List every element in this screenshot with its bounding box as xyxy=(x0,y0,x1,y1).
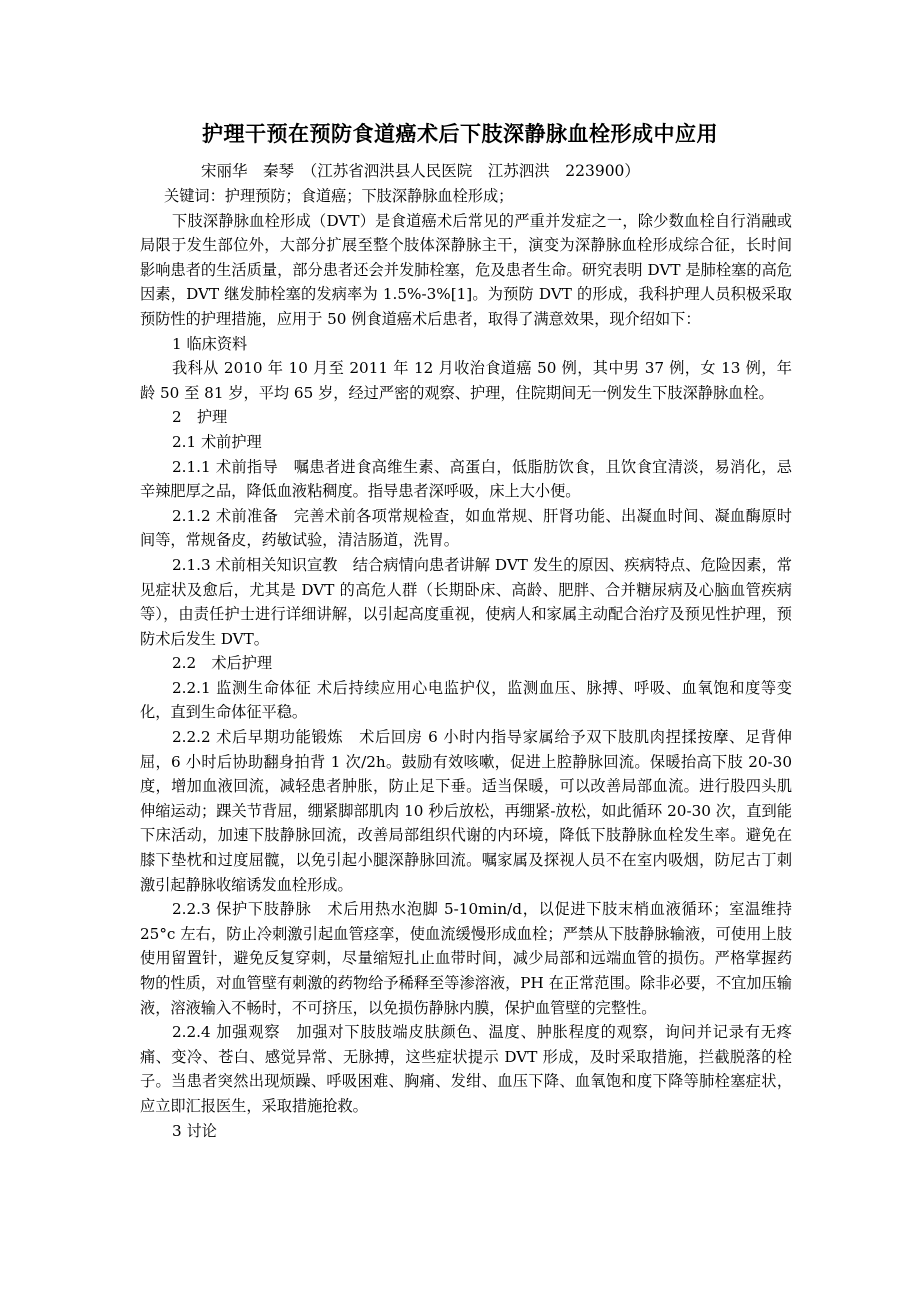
paper-body xyxy=(140,184,792,1143)
author-affiliation-line: 宋丽华 秦琴 （江苏省泗洪县人民医院 江苏泗洪 223900） xyxy=(201,162,640,180)
section-3-heading: 3 讨论 xyxy=(172,1121,217,1140)
paragraph-2-1-3: 2.1.3 术前相关知识宣教 结合病情向患者讲解 DVT 发生的原因、疾病特点、危险因素，常见症状及愈后，尤其是 DVT 的高危人群（长期卧床、高龄、肥胖、合并糖尿病及心脑血管疾病等），由责任护士进行详细讲解，以引起高度重视，使病人和家属主动配合治疗及预见性护理，预防术后发生 DVT。 xyxy=(140,555,792,648)
paragraph-2-2-2: 2.2.2 术后早期功能锻炼 术后回房 6 小时内指导家属给予双下肢肌肉捏揉按摩、足背伸屈，6 小时后协助翻身拍背 1 次/2h。鼓励有效咳嗽，促进上腔静脉回流。保暖抬高下肢 20-30 度，增加血液回流，减轻患者肿胀，防止足下垂。适当保暖，可以改善局部血流。进行股四头肌伸缩运动；踝关节背屈，绷紧脚部肌肉 10 秒后放松，再绷紧-放松，如此循环 20-30 次，直到能下床活动，加速下肢静脉回流，改善局部组织代谢的内环境，降低下肢静脉血栓发生率。避免在膝下垫枕和过度屈髋，以免引起小腿深静脉回流。嘱家属及探视人员不在室内吸烟，防尼古丁刺激引起静脉收缩诱发血栓形成。 xyxy=(140,728,792,894)
section-1-paragraph: 我科从 2010 年 10 月至 2011 年 12 月收治食道癌 50 例，其中男 37 例，女 13 例，年龄 50 至 81 岁，平均 65 岁，经过严密的观察、护理，住院期间无一例发生下肢深静脉血栓。 xyxy=(140,359,792,402)
paragraph-2-2-4: 2.2.4 加强观察 加强对下肢肢端皮肤颜色、温度、肿胀程度的观察，询问并记录有无疼痛、变冷、苍白、感觉异常、无脉搏，这些症状提示 DVT 形成，及时采取措施，拦截脱落的栓子。当患者突然出现烦躁、呼吸困难、胸痛、发绀、血压下降、血氧饱和度下降等肺栓塞症状，应立即汇报医生，采取措施抢救。 xyxy=(140,1023,792,1115)
section-2-heading: 2 护理 xyxy=(172,408,228,427)
section-2-1-heading: 2.1 术前护理 xyxy=(172,432,262,451)
intro-paragraph: 下肢深静脉血栓形成（DVT）是食道癌术后常见的严重并发症之一，除少数血栓自行消融或局限于发生部位外，大部分扩展至整个肢体深静脉主干，演变为深静脉血栓形成综合征，长时间影响患者的生活质量，部分患者还会并发肺栓塞，危及患者生命。研究表明 DVT 是肺栓塞的高危因素，DVT 继发肺栓塞的发病率为 1.5%-3%[1]。为预防 DVT 的形成，我科护理人员积极采取预防性的护理措施，应用于 50 例食道癌术后患者，取得了满意效果，现介绍如下： xyxy=(140,211,792,328)
section-2-2-heading: 2.2 术后护理 xyxy=(172,654,273,673)
paragraph-2-2-3: 2.2.3 保护下肢静脉 术后用热水泡脚 5-10min/d，以促进下肢末梢血液循环；室温维持 25°c 左右，防止冷刺激引起血管痉挛，使血流缓慢形成血栓；严禁从下肢静脉输液，可使用上肢使用留置针，避免反复穿刺，尽量缩短扎止血带时间，减少局部和远端血管的损伤。严格掌握药物的性质，对血管壁有刺激的药物给予稀释至等渗溶液，PH 在正常范围。除非必要，不宜加压输液，溶液输入不畅时，不可挤压，以免损伤静脉内膜，保护血管壁的完整性。 xyxy=(140,900,792,1017)
paragraph-2-1-1: 2.1.1 术前指导 嘱患者进食高维生素、高蛋白，低脂肪饮食，且饮食宜清淡，易消化，忌辛辣肥厚之品，降低血液粘稠度。指导患者深呼吸，床上大小便。 xyxy=(140,457,792,501)
section-1-heading: 1 临床资料 xyxy=(172,334,248,353)
paper-title: 护理干预在预防食道癌术后下肢深静脉血栓形成中应用 xyxy=(202,122,718,146)
paragraph-2-1-2: 2.1.2 术前准备 完善术前各项常规检查，如血常规、肝肾功能、出凝血时间、凝血酶原时间等，常规备皮，药敏试验，清洁肠道，洗胃。 xyxy=(140,506,792,550)
paragraph-2-2-1: 2.2.1 监测生命体征 术后持续应用心电监护仪，监测血压、脉搏、呼吸、血氧饱和度等变化，直到生命体征平稳。 xyxy=(140,678,792,722)
keywords: 关键词：护理预防；食道癌；下肢深静脉血栓形成； xyxy=(164,187,514,205)
